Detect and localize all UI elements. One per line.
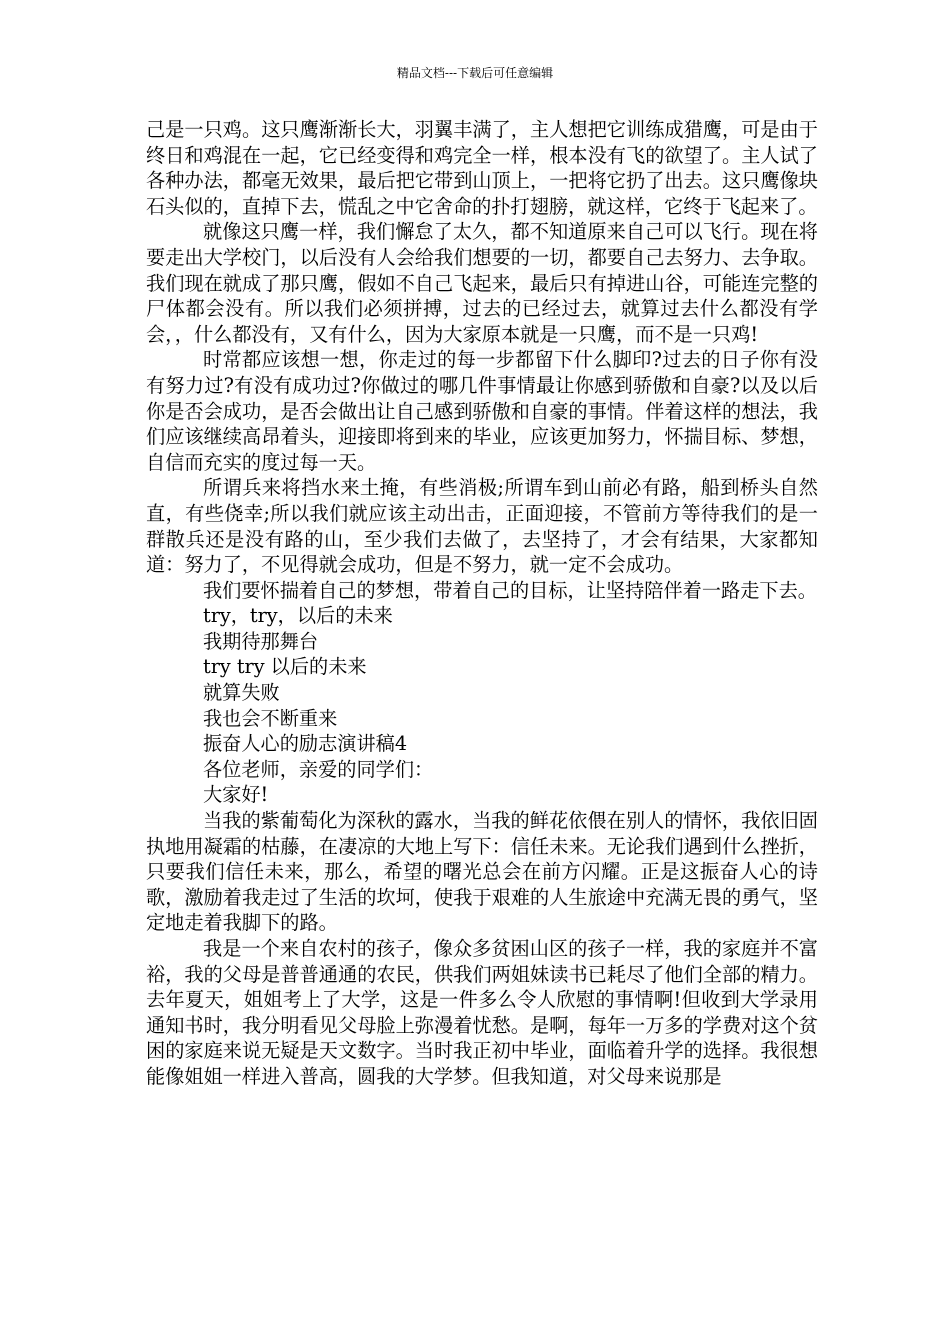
lyric-line: 就算失败 [203, 681, 280, 705]
salutation: 各位老师，亲爱的同学们： [203, 757, 434, 781]
page-header: 精品文档---下载后可任意编辑 [396, 66, 554, 80]
lyric-line: 我也会不断重来 [203, 706, 338, 730]
lyric-line: 我期待那舞台 [203, 629, 319, 653]
paragraph: 我们要怀揣着自己的梦想，带着自己的目标，让坚持陪伴着一路走下去。 [203, 578, 817, 602]
lyric-line: try try 以后的未来 [203, 655, 367, 679]
paragraph: 当我的紫葡萄化为深秋的露水，当我的鲜花依偎在别人的情怀，我依旧固执地用凝霜的枯藤，在凄凉的大地上写下：信任未来。无论我们遇到什么挫折，只要我们信任未来，那么，希望的曙光总会在前方闪耀。正是这振奋人心的诗歌，激励着我走过了生活的坎坷，使我于艰难的人生旅途中充满无畏的勇气，坚定地走着我脚下的路。 [146, 809, 818, 935]
section-title: 振奋人心的励志演讲稿4 [203, 732, 408, 756]
lyric-line: try，try，以后的未来 [203, 604, 393, 628]
document-body [146, 117, 818, 1090]
greeting: 大家好! [203, 783, 269, 807]
paragraph: 己是一只鸡。这只鹰渐渐长大，羽翼丰满了，主人想把它训练成猎鹰，可是由于终日和鸡混在一起，它已经变得和鸡完全一样，根本没有飞的欲望了。主人试了各种办法，都毫无效果，最后把它带到山顶上，一把将它扔了出去。这只鹰像块石头似的，直掉下去，慌乱之中它舍命的扑打翅膀，就这样，它终于飞起来了。 [146, 118, 818, 218]
paragraph: 我是一个来自农村的孩子，像众多贫困山区的孩子一样，我的家庭并不富裕，我的父母是普普通通的农民，供我们两姐妹读书已耗尽了他们全部的精力。去年夏天，姐姐考上了大学，这是一件多么令人欣慰的事情啊!但收到大学录用通知书时，我分明看见父母脸上弥漫着忧愁。是啊，每年一万多的学费对这个贫困的家庭来说无疑是天文数字。当时我正初中毕业，面临着升学的选择。我很想能像姐姐一样进入普高，圆我的大学梦。但我知道，对父母来说那是 [146, 937, 818, 1088]
paragraph: 就像这只鹰一样，我们懈怠了太久，都不知道原来自己可以飞行。现在将要走出大学校门，以后没有人会给我们想要的一切，都要自己去努力、去争取。我们现在就成了那只鹰，假如不自己飞起来，最后只有掉进山谷，可能连完整的尸体都会没有。所以我们必须拼搏，过去的已经过去，就算过去什么都没有学会，，什么都没有，又有什么，因为大家原本就是一只鹰，而不是一只鸡! [146, 220, 818, 346]
paragraph: 所谓兵来将挡水来土掩，有些消极;所谓车到山前必有路，船到桥头自然直，有些侥幸;所以我们就应该主动出击，正面迎接，不管前方等待我们的是一群散兵还是没有路的山，至少我们去做了，去坚持了，才会有结果，大家都知道：努力了，不见得就会成功，但是不努力，就一定不会成功。 [146, 476, 818, 577]
paragraph: 时常都应该想一想，你走过的每一步都留下什么脚印?过去的日子你有没有努力过?有没有成功过?你做过的哪几件事情最让你感到骄傲和自豪?以及以后你是否会成功，是否会做出让自己感到骄傲和自豪的事情。伴着这样的想法，我们应该继续高昂着头，迎接即将到来的毕业，应该更加努力，怀揣目标、梦想，自信而充实的度过每一天。 [146, 348, 818, 474]
